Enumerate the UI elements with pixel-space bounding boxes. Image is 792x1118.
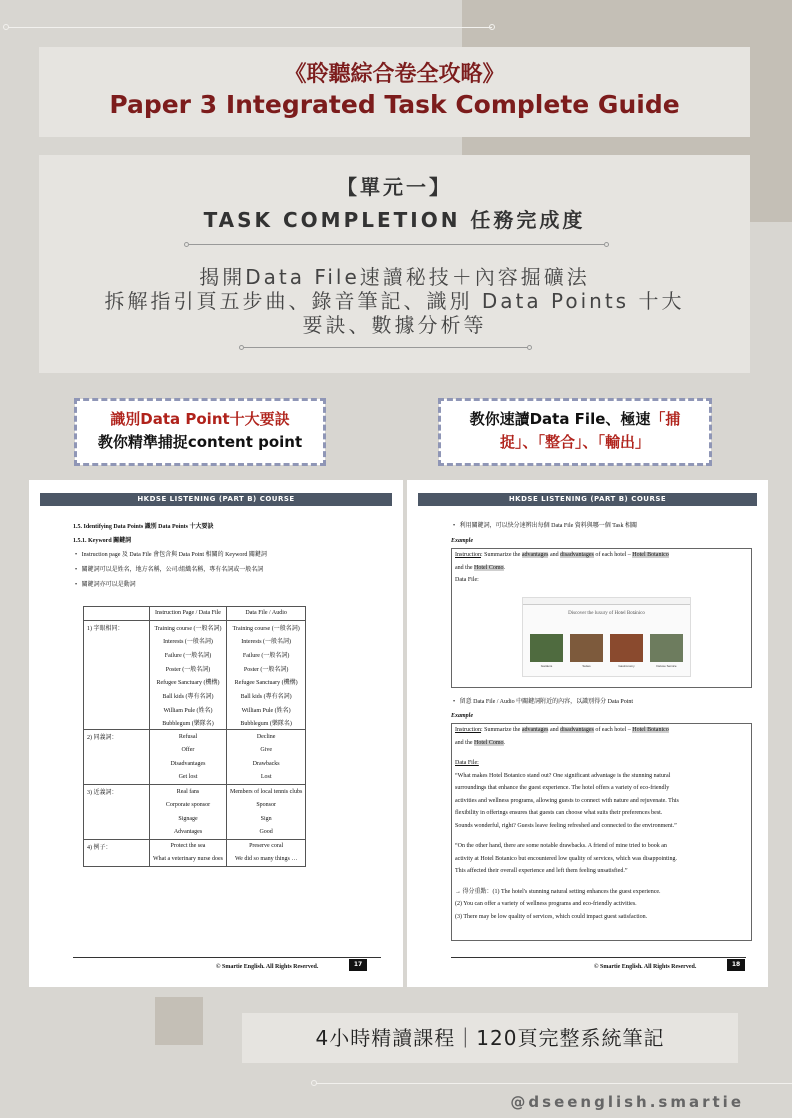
table-cell: Poster (一般名詞) bbox=[150, 661, 227, 675]
paragraph-line: Sounds wonderful, right? Guests leave feeling refreshed and connected to the environment.” bbox=[455, 822, 677, 829]
table-row bbox=[84, 743, 306, 757]
data-file-label: Data File: bbox=[455, 577, 479, 583]
table-cell: Sign bbox=[226, 812, 305, 826]
footer-rule bbox=[451, 957, 746, 958]
table-cell: Bubblegum (樂隊名) bbox=[150, 716, 227, 730]
table-cell: Refusal bbox=[150, 730, 227, 744]
decorative-line bbox=[316, 1083, 792, 1084]
table-cell: Members of local tennis clubs bbox=[226, 784, 305, 798]
table-cell: We did so many things … bbox=[226, 853, 305, 867]
instruction-label: Instruction bbox=[455, 552, 481, 558]
table-cell: Signage bbox=[150, 812, 227, 826]
divider-dot bbox=[604, 242, 609, 247]
bullet-item: • 關鍵詞可以是姓名，地方名稱，公司/組織名稱，專有名詞或一般名詞 bbox=[75, 567, 264, 573]
table-header-row bbox=[84, 607, 306, 621]
table-cell: Bubblegum (樂隊名) bbox=[226, 716, 305, 730]
table-cell: Preserve coral bbox=[226, 839, 305, 853]
decorative-square bbox=[155, 997, 203, 1045]
points-line: (2) You can offer a variety of wellness programs and eco-friendly activities. bbox=[455, 901, 637, 907]
website-hero-text: Discover the luxury of Hotel Botánico bbox=[568, 611, 645, 616]
table-cell: Real fans bbox=[150, 784, 227, 798]
table-cell: Ball kids (專有名詞) bbox=[150, 689, 227, 703]
divider bbox=[244, 347, 529, 348]
table-cell: Sponsor bbox=[226, 798, 305, 812]
page-header: HKDSE LISTENING (PART B) COURSE bbox=[418, 493, 757, 506]
table-row bbox=[84, 634, 306, 648]
photo-gardens bbox=[530, 634, 563, 662]
table-row bbox=[84, 771, 306, 785]
copyright: © Smartie English. All Rights Reserved. bbox=[216, 964, 319, 970]
website-thumbnail bbox=[522, 597, 691, 677]
example-box-1: Instruction: Summarize the advantages and disadvantages of each hotel – Hotel Botanico and the Hotel Como. Data File: bbox=[451, 548, 752, 688]
callout-line: 捉」、「整合」、「輸出」 bbox=[499, 433, 650, 451]
table-cell: Advantages bbox=[150, 826, 227, 840]
photo-service bbox=[650, 634, 683, 662]
table-cell: Give bbox=[226, 743, 305, 757]
table-category: 1) 字眼相同： bbox=[84, 620, 150, 634]
table-cell: Training course (一般名詞) bbox=[150, 620, 227, 634]
callout-line: 識別Data Point十大要訣 bbox=[110, 410, 290, 428]
table-cell: Good bbox=[226, 826, 305, 840]
table-header: Data File / Audio bbox=[226, 607, 305, 621]
decorative-dot bbox=[489, 24, 495, 30]
table-row bbox=[84, 689, 306, 703]
paragraph-line: “What makes Hotel Botanico stand out? One significant advantage is the stunning natural bbox=[455, 772, 671, 779]
social-handle: @dseenglish.smartie bbox=[510, 1093, 744, 1111]
subsection-heading: 1.5.1. Keyword 關鍵詞 bbox=[73, 538, 132, 544]
table-row bbox=[84, 716, 306, 730]
decorative-line bbox=[8, 27, 492, 28]
bullet-item: • 關鍵詞亦可以是動詞 bbox=[75, 582, 136, 588]
table-row bbox=[84, 853, 306, 867]
footer-rule bbox=[73, 957, 381, 958]
title-english: Paper 3 Integrated Task Complete Guide bbox=[109, 90, 680, 119]
table-row bbox=[84, 757, 306, 771]
unit-description-line: 揭開Data File速讀秘技＋內容掘礦法 bbox=[199, 265, 590, 289]
points-line: → 得分重點：(1) The hotel's stunning natural setting enhances the guest experience. bbox=[455, 888, 661, 895]
table-cell: Refugee Sanctuary (機構) bbox=[150, 675, 227, 689]
photo-suites bbox=[570, 634, 603, 662]
copyright: © Smartie English. All Rights Reserved. bbox=[594, 964, 697, 970]
title-panel bbox=[39, 47, 750, 137]
table-category: 2) 同義詞： bbox=[84, 730, 150, 744]
callout-line: 教你精準捕捉content point bbox=[97, 433, 303, 451]
bullet-item: • Instruction page 及 Data File 會包含與 Data Point 相關的 Keyword 關鍵詞 bbox=[75, 552, 267, 558]
table-category: 4) 例子： bbox=[84, 839, 150, 853]
callout-data-points bbox=[75, 399, 325, 465]
table-header: Instruction Page / Data File bbox=[150, 607, 227, 621]
table-cell: Offer bbox=[150, 743, 227, 757]
divider-dot bbox=[527, 345, 532, 350]
example-label: Example bbox=[451, 538, 473, 544]
photo-caption: Suites bbox=[582, 664, 591, 668]
table-row bbox=[84, 620, 306, 634]
table-cell: William Pule (姓名) bbox=[226, 702, 305, 716]
paragraph-line: This affected their overall experience and left them feeling unsatisfied.” bbox=[455, 868, 628, 874]
table-cell: Ball kids (專有名詞) bbox=[226, 689, 305, 703]
table-row bbox=[84, 648, 306, 662]
table-row bbox=[84, 702, 306, 716]
table-cell: Refugee Sanctuary (機構) bbox=[226, 675, 305, 689]
table-cell: Get lost bbox=[150, 771, 227, 785]
paragraph-line: “On the other hand, there are some notable drawbacks. A friend of mine tried to book an bbox=[455, 843, 667, 849]
title-chinese: 《聆聽綜合卷全攻略》 bbox=[284, 62, 505, 87]
unit-description-line: 要訣、數據分析等 bbox=[302, 313, 487, 337]
callout-speed-reading bbox=[439, 399, 711, 465]
divider bbox=[189, 244, 609, 245]
table-cell: Interests (一般名詞) bbox=[226, 634, 305, 648]
table-cell: Failure (一般名詞) bbox=[226, 648, 305, 662]
table-cell: Failure (一般名詞) bbox=[150, 648, 227, 662]
table-row bbox=[84, 826, 306, 840]
bullet-item: • 留意 Data File / Audio 中關鍵詞附近的內容，以識別得分 Data Point bbox=[453, 699, 634, 705]
table-cell: Protect the sea bbox=[150, 839, 227, 853]
table-cell: Poster (一般名詞) bbox=[226, 661, 305, 675]
paragraph-line: surroundings that enhance the guest experience. The hotel offers a variety of eco-friendly bbox=[455, 785, 670, 791]
table-row bbox=[84, 675, 306, 689]
table-category: 3) 近義詞： bbox=[84, 784, 150, 798]
table-header bbox=[84, 607, 150, 621]
paragraph-line: flexibility in offerings ensures that guests can choose what suits their preferences best. bbox=[455, 810, 663, 816]
page-number: 17 bbox=[349, 959, 367, 971]
table-row bbox=[84, 839, 306, 853]
divider-dot bbox=[184, 242, 189, 247]
divider-dot bbox=[239, 345, 244, 350]
table-cell: What a veterinary nurse does bbox=[150, 853, 227, 867]
section-heading: 1.5. Identifying Data Points 識別 Data Points 十大要訣 bbox=[73, 524, 214, 530]
bullet-item: • 利用關鍵詞，可以快分速辨出每個 Data File 資料與哪一個 Task 相關 bbox=[453, 523, 638, 529]
table-row bbox=[84, 730, 306, 744]
decorative-dot bbox=[3, 24, 9, 30]
website-nav bbox=[523, 598, 690, 605]
decorative-dot bbox=[311, 1080, 317, 1086]
keyword-table bbox=[83, 606, 306, 867]
data-file-label: Data File: bbox=[455, 760, 479, 766]
photo-caption: Gastronomy bbox=[618, 664, 635, 668]
photo-caption: Deluxe Service bbox=[656, 664, 677, 668]
page-header: HKDSE LISTENING (PART B) COURSE bbox=[40, 493, 392, 506]
table-cell: Interests (一般名詞) bbox=[150, 634, 227, 648]
unit-description-line: 拆解指引頁五步曲、錄音筆記、識別 Data Points 十大 bbox=[104, 289, 685, 313]
table-cell: Lost bbox=[226, 771, 305, 785]
paragraph-line: activities and wellness programs, allowing guests to connect with nature and rejuvenate. This bbox=[455, 797, 679, 804]
unit-title: TASK COMPLETION 任務完成度 bbox=[203, 208, 586, 232]
table-cell: Corporate sponsor bbox=[150, 798, 227, 812]
example-box-2: Instruction: Summarize the advantages and disadvantages of each hotel – Hotel Botanico and the Hotel Como. Data File: “What makes Hotel Botanico stand out? One significant advantage is the stunning natural surroundings that enhance the guest experience. The hotel offers a variety of eco-friendly activities and wellness programs, allowing guests to connect with nature and rejuvenate. This flexibility in offerings ensures that guests can choose what suits their preferences best. Sounds wonderful, right? Guests leave feeling refreshed and connected to the environment.” “On the other hand, there are some notable drawbacks. A friend of mine tried to book an activity at Hotel Botanico but encountered low quality of services, which was disappointing. This affected their overall experience and left them feeling unsatisfied.” → 得分重點：(1) The hotel's stunning natural setting enhances the guest experience. (2) You can offer a variety of wellness programs and eco-friendly activities. (3) There may be low quality of services, which could impact guest satisfaction. bbox=[451, 723, 752, 941]
table-cell: Disadvantages bbox=[150, 757, 227, 771]
unit-panel bbox=[39, 155, 750, 373]
table-cell: William Pule (姓名) bbox=[150, 702, 227, 716]
example-label: Example bbox=[451, 713, 473, 719]
callout-text: 「捕 bbox=[650, 410, 681, 428]
unit-label: 【單元一】 bbox=[337, 175, 452, 199]
page-preview-left bbox=[29, 480, 403, 987]
page-number: 18 bbox=[727, 959, 745, 971]
photo-caption: Gardens bbox=[540, 664, 553, 668]
table-row bbox=[84, 812, 306, 826]
table-row bbox=[84, 784, 306, 798]
paragraph-line: activity at Hotel Botanico but encountered low quality of services, which was disappointing. bbox=[455, 855, 677, 862]
photo-gastronomy bbox=[610, 634, 643, 662]
course-banner: 4小時精讀課程｜120頁完整系統筆記 bbox=[242, 1013, 738, 1063]
points-line: (3) There may be low quality of services, which could impact guest satisfaction. bbox=[455, 913, 648, 920]
table-row bbox=[84, 798, 306, 812]
callout-text: 教你速讀Data File、極速 bbox=[469, 410, 651, 428]
table-cell: Decline bbox=[226, 730, 305, 744]
page-preview-right bbox=[407, 480, 768, 987]
table-cell: Drawbacks bbox=[226, 757, 305, 771]
table-cell: Training course (一般名詞) bbox=[226, 620, 305, 634]
table-row bbox=[84, 661, 306, 675]
